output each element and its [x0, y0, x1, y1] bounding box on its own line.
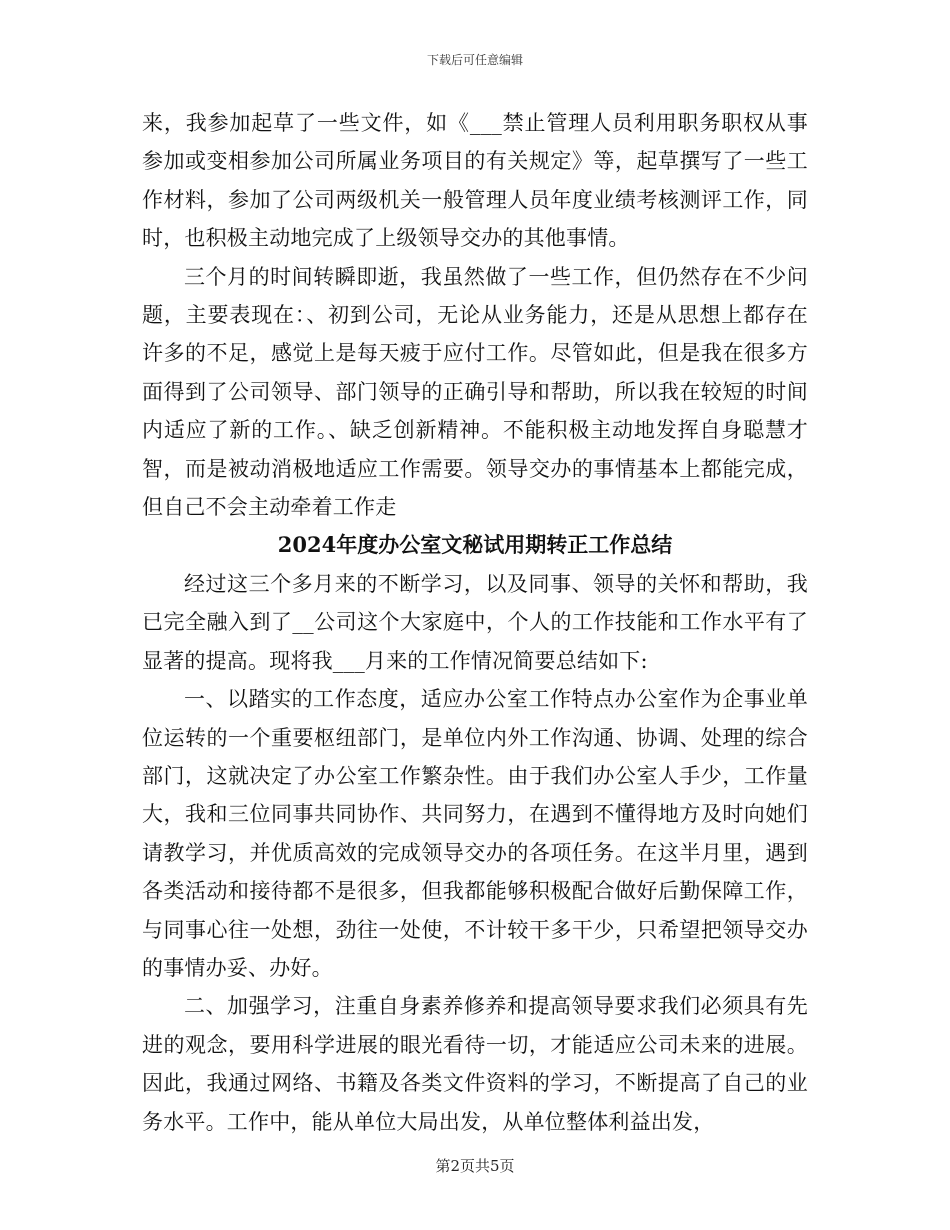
page-header: 下载后可任意编辑	[426, 53, 523, 67]
paragraph-continuation: 来，我参加起草了一些文件，如《___禁止管理人员利用职务职权从事参加或变相参加公司所属业务项目的有关规定》等，起草撰写了一些工作材料，参加了公司两级机关一般管理人员年度业绩考核测评工作，同时，也积极主动地完成了上级领导交办的其他事情。	[142, 111, 808, 251]
paragraph-section-one: 一、以踏实的工作态度，适应办公室工作特点办公室作为企事业单位运转的一个重要枢纽部门，是单位内外工作沟通、协调、处理的综合部门，这就决定了办公室工作繁杂性。由于我们办公室人手少，工作量大，我和三位同事共同协作、共同努力，在遇到不懂得地方及时向她们请教学习，并优质高效的完成领导交办的各项任务。在这半月里，遇到各类活动和接待都不是很多，但我都能够积极配合做好后勤保障工作，与同事心往一处想，劲往一处使，不计较干多干少，只希望把领导交办的事情办妥、办好。	[142, 687, 808, 980]
document-body	[142, 104, 808, 1141]
paragraph-intro: 经过这三个多月来的不断学习，以及同事、领导的关怀和帮助，我已完全融入到了__公司这个大家庭中，个人的工作技能和工作水平有了显著的提高。现将我___月来的工作情况简要总结如下:	[142, 571, 808, 673]
paragraph-section-two: 二、加强学习，注重自身素养修养和提高领导要求我们必须具有先进的观念，要用科学进展的眼光看待一切，才能适应公司未来的进展。因此，我通过网络、书籍及各类文件资料的学习，不断提高了自己的业务水平。工作中，能从单位大局出发，从单位整体利益出发，	[142, 994, 808, 1134]
paragraph-problems: 三个月的时间转瞬即逝，我虽然做了一些工作，但仍然存在不少问题，主要表现在：、初到公司，无论从业务能力，还是从思想上都存在许多的不足，感觉上是每天疲于应付工作。尽管如此，但是我在很多方面得到了公司领导、部门领导的正确引导和帮助，所以我在较短的时间内适应了新的工作。、缺乏创新精神。不能积极主动地发挥自身聪慧才智，而是被动消极地适应工作需要。领导交办的事情基本上都能完成，但自己不会主动牵着工作走	[142, 264, 808, 520]
document-title: 2024年度办公室文秘试用期转正工作总结	[277, 532, 673, 558]
page-number-footer: 第2页共5页	[435, 1157, 515, 1175]
